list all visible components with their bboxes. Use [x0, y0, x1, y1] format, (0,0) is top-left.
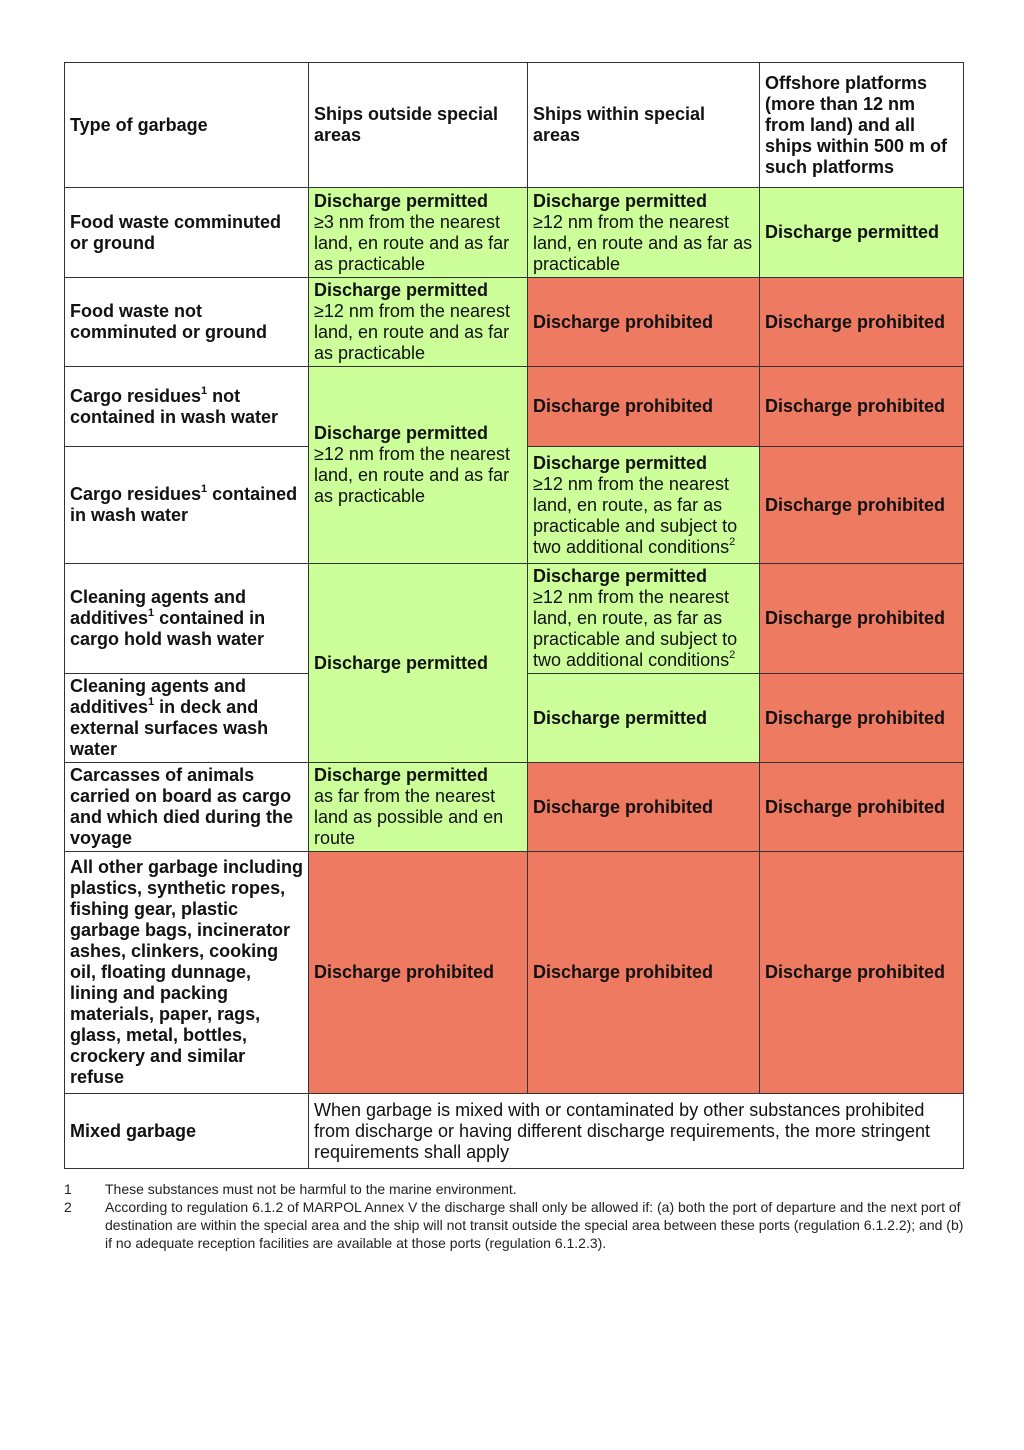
cell-cargo-not-contained-offshore: Discharge prohibited	[760, 367, 964, 447]
garbage-discharge-table	[64, 62, 964, 1169]
cell-mixed-garbage-rule: When garbage is mixed with or contaminated by other substances prohibited from discharge or having different discharge requirements, the more stringent requirements shall apply	[309, 1094, 964, 1169]
footnote-ref: 1	[148, 607, 155, 619]
cell-status: Discharge permitted	[314, 765, 489, 785]
footnote-ref: 2	[729, 649, 736, 661]
footnote-text: According to regulation 6.1.2 of MARPOL Annex V the discharge shall only be allowed if: (a) both the port of departure and the next port of destination are within the special area and the ship will not transit outside the special area between these ports (regulation 6.1.2.2); and (b) if no adequate reception facilities are available at those ports (regulation 6.1.2.3).	[105, 1199, 964, 1251]
cell-food-comminuted-outside	[309, 188, 528, 278]
type-text: in deck and external surfaces wash water	[70, 697, 269, 759]
header-row	[65, 63, 964, 188]
cell-detail: ≥12 nm from the nearest land, en route and as far as practicable	[314, 301, 510, 363]
footnote-number: 2	[64, 1199, 72, 1215]
cell-cleaning-outside: Discharge permitted	[309, 564, 528, 763]
detail-text: ≥12 nm from the nearest land, en route, as far as practicable and subject to two additional conditions	[533, 587, 738, 670]
row-type-food-comminuted: Food waste comminuted or ground	[65, 188, 309, 278]
table-row	[65, 852, 964, 1094]
row-type-all-other-garbage: All other garbage including plastics, synthetic ropes, fishing gear, plastic garbage bags, incinerator ashes, clinkers, cooking oil, floating dunnage, lining and packing materials, paper, rags, glass, metal, bottles, crockery and similar refuse	[65, 852, 309, 1094]
cell-food-not-comminuted-offshore: Discharge prohibited	[760, 278, 964, 367]
cell-cargo-contained-within	[528, 447, 760, 564]
row-type-cargo-contained	[65, 447, 309, 564]
row-type-mixed-garbage: Mixed garbage	[65, 1094, 309, 1169]
table-row	[65, 278, 964, 367]
cell-cargo-contained-offshore: Discharge prohibited	[760, 447, 964, 564]
table-row	[65, 1094, 964, 1169]
footnote-ref: 2	[729, 535, 736, 548]
type-text: Cleaning agents and additives	[70, 587, 247, 628]
cell-cleaning-deck-within: Discharge permitted	[528, 674, 760, 763]
cell-cleaning-hold-within	[528, 564, 760, 674]
type-text: Cleaning agents and additives	[70, 676, 247, 717]
cell-food-comminuted-offshore: Discharge permitted	[760, 188, 964, 278]
footnote-ref: 1	[201, 384, 208, 397]
row-type-cargo-not-contained	[65, 367, 309, 447]
cell-detail: ≥12 nm from the nearest land, en route and as far as practicable	[533, 211, 753, 274]
cell-carcasses-offshore: Discharge prohibited	[760, 763, 964, 852]
type-text: contained in wash water	[70, 484, 298, 525]
table-row	[65, 763, 964, 852]
type-text: not contained in wash water	[70, 385, 279, 427]
table-row	[65, 367, 964, 447]
cell-detail: ≥12 nm from the nearest land, en route and as far as practicable	[314, 444, 510, 506]
cell-status: Discharge permitted	[314, 190, 489, 211]
footnote-number: 1	[64, 1181, 72, 1197]
cell-other-offshore: Discharge prohibited	[760, 852, 964, 1094]
footnotes	[64, 1180, 964, 1252]
footnote-ref: 1	[148, 696, 155, 708]
row-type-cleaning-deck	[65, 674, 309, 763]
row-type-cleaning-hold	[65, 564, 309, 674]
cell-carcasses-outside	[309, 763, 528, 852]
cell-other-within: Discharge prohibited	[528, 852, 760, 1094]
row-type-food-not-comminuted: Food waste not comminuted or ground	[65, 278, 309, 367]
cell-cleaning-hold-offshore: Discharge prohibited	[760, 564, 964, 674]
footnote-ref: 1	[201, 483, 208, 495]
row-type-carcasses: Carcasses of animals carried on board as cargo and which died during the voyage	[65, 763, 309, 852]
header-outside-special-areas: Ships outside special areas	[309, 63, 528, 188]
cell-status: Discharge permitted	[533, 190, 708, 211]
header-offshore-platforms: Offshore platforms (more than 12 nm from land) and all ships within 500 m of such platforms	[760, 63, 964, 188]
table-row	[65, 564, 964, 674]
type-text: Cargo residues	[70, 385, 202, 406]
cell-other-outside: Discharge prohibited	[309, 852, 528, 1094]
cell-status: Discharge permitted	[314, 423, 489, 443]
cell-food-not-comminuted-within: Discharge prohibited	[528, 278, 760, 367]
cell-cargo-not-contained-within: Discharge prohibited	[528, 367, 760, 447]
cell-status: Discharge permitted	[533, 452, 708, 473]
detail-text: ≥12 nm from the nearest land, en route, as far as practicable and subject to two additional conditions	[533, 473, 738, 557]
cell-status: Discharge permitted	[533, 566, 708, 586]
cell-cargo-outside	[309, 367, 528, 564]
header-type-of-garbage: Type of garbage	[65, 63, 309, 188]
cell-food-comminuted-within	[528, 188, 760, 278]
cell-cleaning-deck-offshore: Discharge prohibited	[760, 674, 964, 763]
cell-status: Discharge permitted	[314, 280, 489, 300]
type-text: contained in cargo hold wash water	[70, 608, 266, 649]
header-within-special-areas: Ships within special areas	[528, 63, 760, 188]
cell-carcasses-within: Discharge prohibited	[528, 763, 760, 852]
cell-detail	[533, 587, 754, 671]
footnote-text: These substances must not be harmful to the marine environment.	[105, 1181, 517, 1197]
cell-detail	[533, 474, 754, 558]
table-row	[65, 188, 964, 278]
footnote-2	[64, 1198, 964, 1252]
cell-detail: as far from the nearest land as possible and en route	[314, 786, 504, 848]
type-text: Cargo residues	[70, 484, 202, 504]
footnote-1	[64, 1180, 964, 1198]
cell-food-not-comminuted-outside	[309, 278, 528, 367]
cell-detail: ≥3 nm from the nearest land, en route and as far as practicable	[314, 211, 510, 274]
